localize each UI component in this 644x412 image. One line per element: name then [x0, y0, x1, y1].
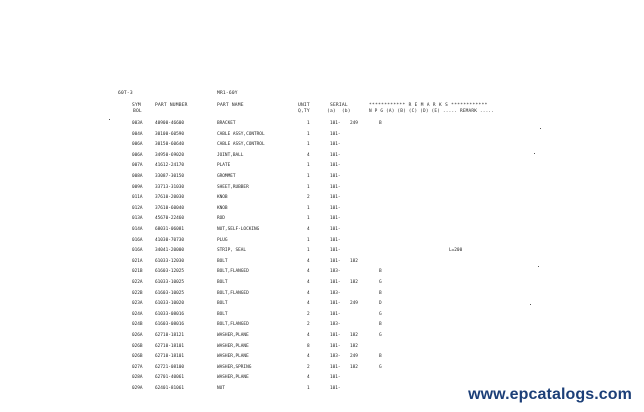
- row-serial-from: 101-: [330, 131, 341, 137]
- row-serial-from: 101-: [330, 216, 341, 222]
- row-symbol: 026A: [132, 333, 143, 338]
- row-part-number: 30100-60590: [155, 131, 185, 137]
- row-symbol: 023A: [132, 301, 143, 307]
- table-row: [0, 322, 644, 332]
- row-part-name: KNOB: [217, 205, 228, 211]
- row-quantity: 2: [307, 195, 310, 201]
- row-part-name: JOINT,BALL: [217, 152, 244, 158]
- row-part-number: 30150-60640: [155, 142, 185, 148]
- row-serial-to: 249: [350, 121, 358, 126]
- row-serial-from: 101-: [330, 343, 341, 349]
- table-row: [0, 227, 644, 237]
- row-quantity: 8: [307, 343, 310, 349]
- row-symbol: 026B: [132, 343, 143, 349]
- row-quantity: 1: [307, 121, 310, 126]
- header-unit-1: UNIT: [298, 103, 310, 108]
- row-remark-mark: G: [379, 280, 382, 285]
- row-serial-from: 101-: [330, 121, 341, 126]
- row-serial-from: 101-: [330, 184, 341, 190]
- row-quantity: 1: [307, 237, 310, 243]
- header-sym-2: BOL: [133, 109, 142, 114]
- row-part-number: 37610-60040: [155, 205, 185, 211]
- row-quantity: 4: [307, 301, 310, 307]
- row-serial-from: 101-: [330, 227, 341, 232]
- row-part-number: 61603-12025: [155, 269, 185, 275]
- row-part-number: 61033-08016: [155, 311, 185, 317]
- row-symbol: 011A: [132, 195, 143, 201]
- row-serial-to: 182: [350, 258, 358, 264]
- row-symbol: 016A: [132, 248, 143, 254]
- row-remark-mark: G: [379, 364, 382, 370]
- row-part-number: 61033-12030: [155, 258, 185, 264]
- row-serial-to: 182: [350, 280, 358, 285]
- row-serial-from: 101-: [330, 386, 341, 391]
- table-row: [0, 354, 644, 364]
- row-serial-from: 183-: [330, 269, 341, 275]
- table-row: [0, 344, 644, 354]
- row-part-number: 33713-31030: [155, 184, 185, 190]
- table-row: [0, 153, 644, 163]
- row-quantity: 2: [307, 311, 310, 317]
- row-quantity: 1: [307, 142, 310, 148]
- row-part-name: CABLE ASSY,CONTROL: [217, 142, 265, 148]
- row-part-name: BRACKET: [217, 121, 236, 126]
- table-row: [0, 238, 644, 248]
- row-part-number: 62710-18101: [155, 354, 185, 360]
- row-serial-from: 101-: [330, 301, 341, 307]
- row-quantity: 4: [307, 152, 310, 158]
- row-part-name: WASHER,PLANE: [217, 375, 249, 381]
- row-quantity: 1: [307, 216, 310, 222]
- row-part-number: 62710-18101: [155, 343, 185, 349]
- row-remark-mark: B: [379, 121, 382, 126]
- row-symbol: 029A: [132, 386, 143, 391]
- row-part-name: STRIP, SEAL: [217, 248, 247, 254]
- row-part-name: BOLT,FLANGED: [217, 269, 249, 275]
- row-quantity: 4: [307, 333, 310, 338]
- table-row: [0, 259, 644, 269]
- row-part-number: 37610-20030: [155, 195, 185, 201]
- table-row: [0, 365, 644, 375]
- row-part-number: 62401-81061: [155, 386, 185, 391]
- row-part-number: 41030-70730: [155, 237, 185, 243]
- row-part-name: PLATE: [217, 163, 231, 169]
- row-symbol: 022B: [132, 290, 143, 296]
- table-row: [0, 216, 644, 226]
- speck-2: [540, 128, 541, 129]
- header-part-number: PART NUMBER: [155, 103, 188, 108]
- row-serial-from: 183-: [330, 322, 341, 328]
- row-serial-from: 183-: [330, 290, 341, 296]
- row-part-number: 61033-10025: [155, 280, 185, 285]
- table-row: [0, 301, 644, 311]
- row-serial-from: 101-: [330, 152, 341, 158]
- row-serial-from: 101-: [330, 174, 341, 179]
- row-symbol: 022A: [132, 280, 143, 285]
- row-part-name: BOLT,FLANGED: [217, 322, 249, 328]
- header-part-name: PART NAME: [217, 103, 244, 108]
- row-part-name: CABLE ASSY,CONTROL: [217, 131, 265, 137]
- table-row: [0, 121, 644, 131]
- row-part-name: PLUG: [217, 237, 228, 243]
- row-symbol: 012A: [132, 205, 143, 211]
- row-serial-to: 182: [350, 333, 358, 338]
- row-part-name: KNOB: [217, 195, 228, 201]
- model-code: MR1-60Y: [217, 91, 238, 96]
- header-unit-2: Q,TY: [298, 109, 310, 114]
- row-symbol: 024A: [132, 311, 143, 317]
- header-serial-2: (a) (b): [327, 109, 351, 114]
- table-row: [0, 174, 644, 184]
- table-row: [0, 312, 644, 322]
- row-part-number: 34041-20000: [155, 248, 185, 254]
- row-quantity: 1: [307, 131, 310, 137]
- row-part-name: ROD: [217, 216, 225, 222]
- row-quantity: 4: [307, 354, 310, 360]
- table-row: [0, 333, 644, 343]
- page-code: 60T-3: [118, 91, 133, 96]
- row-symbol: 008A: [132, 174, 143, 179]
- row-part-name: BOLT: [217, 258, 228, 264]
- row-quantity: 4: [307, 280, 310, 285]
- header-sym-1: SYM: [132, 103, 141, 108]
- table-row: [0, 291, 644, 301]
- row-remark-mark: D: [379, 301, 382, 307]
- row-symbol: 028A: [132, 375, 143, 381]
- row-part-number: 68031-06081: [155, 227, 185, 232]
- row-part-name: BOLT: [217, 311, 228, 317]
- row-serial-from: 101-: [330, 205, 341, 211]
- row-quantity: 1: [307, 205, 310, 211]
- row-symbol: 016A: [132, 237, 143, 243]
- row-symbol: 009A: [132, 184, 143, 190]
- row-quantity: 1: [307, 174, 310, 179]
- row-serial-to: 249: [350, 354, 358, 360]
- row-quantity: 4: [307, 227, 310, 232]
- row-serial-from: 101-: [330, 333, 341, 338]
- row-quantity: 1: [307, 184, 310, 190]
- row-part-number: 61603-08016: [155, 322, 185, 328]
- row-symbol: 007A: [132, 163, 143, 169]
- table-row: [0, 248, 644, 258]
- speck-1: [109, 119, 110, 120]
- row-part-number: 61603-10025: [155, 290, 185, 296]
- row-part-number: 33087-30150: [155, 174, 185, 179]
- row-part-name: WASHER,PLANE: [217, 333, 249, 338]
- row-serial-from: 101-: [330, 248, 341, 254]
- row-part-name: NUT,SELF-LOCKING: [217, 227, 260, 232]
- table-row: [0, 142, 644, 152]
- row-serial-from: 183-: [330, 354, 341, 360]
- row-remark-text: L=200: [449, 248, 463, 254]
- row-symbol: 021B: [132, 269, 143, 275]
- header-remarks-2: N P G (A) (B) (C) (D) (E) ..... REMARK .....: [369, 109, 495, 114]
- row-part-number: 34950-69020: [155, 152, 185, 158]
- header-remarks-1: ************ R E M A R K S ************: [369, 103, 488, 108]
- row-symbol: 024B: [132, 322, 143, 328]
- row-serial-from: 101-: [330, 364, 341, 370]
- row-part-name: BOLT: [217, 280, 228, 285]
- row-symbol: 027A: [132, 364, 143, 370]
- row-part-name: NUT: [217, 386, 225, 391]
- row-quantity: 1: [307, 163, 310, 169]
- table-row: [0, 163, 644, 173]
- watermark-logo: www.epcatalogs.com: [468, 386, 632, 403]
- row-part-name: BOLT,FLANGED: [217, 290, 249, 296]
- row-part-number: 61033-10020: [155, 301, 185, 307]
- row-symbol: 004A: [132, 131, 143, 137]
- row-quantity: 2: [307, 322, 310, 328]
- row-quantity: 2: [307, 364, 310, 370]
- row-part-name: WASHER,PLANE: [217, 354, 249, 360]
- row-serial-to: 182: [350, 364, 358, 370]
- row-quantity: 1: [307, 248, 310, 254]
- table-row: [0, 195, 644, 205]
- row-quantity: 4: [307, 290, 310, 296]
- table-row: [0, 280, 644, 290]
- row-part-name: WASHER,SPRING: [217, 364, 252, 370]
- row-part-number: 62721-08100: [155, 364, 185, 370]
- row-symbol: 006A: [132, 152, 143, 158]
- row-remark-mark: B: [379, 290, 382, 296]
- row-part-number: 62701-40061: [155, 375, 185, 381]
- row-part-name: BOLT: [217, 301, 228, 307]
- row-remark-mark: G: [379, 311, 382, 317]
- row-serial-from: 101-: [330, 237, 341, 243]
- speck-3: [534, 153, 535, 154]
- row-part-number: 41612-24170: [155, 163, 185, 169]
- row-quantity: 1: [307, 386, 310, 391]
- header-serial-1: SERIAL: [330, 103, 348, 108]
- speck-4: [538, 266, 539, 267]
- row-remark-mark: B: [379, 269, 382, 275]
- row-symbol: 026B: [132, 354, 143, 360]
- table-row: [0, 206, 644, 216]
- table-row: [0, 375, 644, 385]
- row-quantity: 4: [307, 258, 310, 264]
- table-row: [0, 269, 644, 279]
- row-serial-from: 101-: [330, 280, 341, 285]
- row-part-number: 62710-18121: [155, 333, 185, 338]
- table-row: [0, 132, 644, 142]
- row-quantity: 4: [307, 375, 310, 381]
- row-remark-mark: G: [379, 333, 382, 338]
- row-part-name: GROMMET: [217, 174, 236, 179]
- row-serial-from: 101-: [330, 311, 341, 317]
- row-serial-from: 101-: [330, 195, 341, 201]
- table-row: [0, 185, 644, 195]
- row-part-number: 45670-22460: [155, 216, 185, 222]
- row-serial-to: 182: [350, 343, 358, 349]
- row-symbol: 003A: [132, 121, 143, 126]
- row-part-name: SHEET,RUBBER: [217, 184, 249, 190]
- speck-5: [530, 304, 531, 305]
- row-remark-mark: B: [379, 322, 382, 328]
- row-quantity: 4: [307, 269, 310, 275]
- row-serial-from: 101-: [330, 258, 341, 264]
- row-serial-to: 249: [350, 301, 358, 307]
- row-symbol: 006A: [132, 142, 143, 148]
- row-serial-from: 101-: [330, 163, 341, 169]
- row-serial-from: 101-: [330, 375, 341, 381]
- row-remark-mark: B: [379, 354, 382, 360]
- row-serial-from: 101-: [330, 142, 341, 148]
- row-symbol: 013A: [132, 216, 143, 222]
- row-symbol: 021A: [132, 258, 143, 264]
- row-symbol: 014A: [132, 227, 143, 232]
- row-part-name: WASHER,PLANE: [217, 343, 249, 349]
- row-part-number: 40900-46600: [155, 121, 185, 126]
